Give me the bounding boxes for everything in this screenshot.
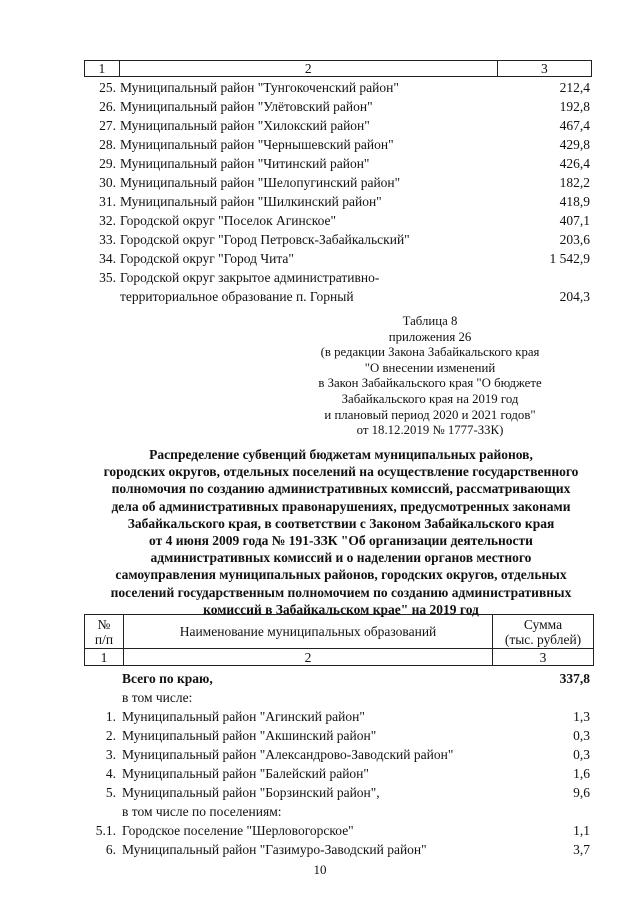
caption-line: Таблица 8 — [402, 314, 458, 328]
title-line: самоуправления муниципальных районов, городских округов, отдельных — [115, 567, 567, 583]
row-value: 0,3 — [573, 747, 590, 762]
row-number: 28. — [99, 137, 116, 152]
row-name: Городской округ "Город Чита" — [120, 251, 294, 266]
table-row — [84, 173, 590, 192]
row-value: 418,9 — [559, 194, 590, 209]
title-line: от 4 июня 2009 года № 191-ЗЗК "Об организации деятельности — [149, 533, 533, 549]
row-value: 1,1 — [573, 823, 590, 838]
row-value: 429,8 — [559, 137, 590, 152]
row-value: 204,3 — [559, 289, 590, 304]
total-row — [84, 669, 590, 688]
table-row — [84, 726, 590, 745]
row-number: 26. — [99, 99, 116, 114]
row-name: Муниципальный район "Шелопугинский район" — [120, 175, 401, 190]
subvention-table-header — [84, 614, 594, 666]
document-title — [96, 446, 586, 618]
row-name: Муниципальный район "Улётовский район" — [120, 99, 373, 114]
table-row — [84, 707, 590, 726]
table-row — [84, 78, 590, 97]
total-value: 337,8 — [559, 671, 590, 686]
row-name: Муниципальный район "Хилокский район" — [120, 118, 370, 133]
table-row-continued — [84, 287, 590, 306]
table-caption — [300, 314, 560, 439]
header-number-cell — [85, 615, 124, 649]
including-row — [84, 688, 590, 707]
row-name-line2: территориальное образование п. Горный — [120, 289, 354, 304]
including-settlements-row — [84, 802, 590, 821]
row-number: 27. — [99, 118, 116, 133]
title-line: поселений государственным полномочием по созданию административных — [110, 584, 572, 600]
table-row — [84, 764, 590, 783]
header-name-cell: Наименование муниципальных образований — [124, 615, 493, 649]
table-row — [84, 249, 590, 268]
row-number: 29. — [99, 156, 116, 171]
row-name: Муниципальный район "Шилкинский район" — [120, 194, 382, 209]
row-name: Городской округ "Поселок Агинское" — [120, 213, 337, 228]
caption-line: от 18.12.2019 № 1777-ЗЗК) — [356, 423, 504, 438]
caption-line: и плановый период 2020 и 2021 годов" — [324, 407, 536, 422]
row-number: 31. — [99, 194, 116, 209]
table-row — [84, 840, 590, 859]
row-number: 33. — [99, 232, 116, 247]
title-line: административных комиссий и о наделении органов местного — [150, 550, 532, 566]
caption-line: Забайкальского края на 2019 год — [341, 391, 519, 406]
caption-line: (в редакции Закона Забайкальского края — [320, 345, 540, 360]
row-name: Муниципальный район "Борзинский район", — [122, 785, 380, 800]
row-number: 30. — [99, 175, 116, 190]
including-settlements-label: в том числе по поселениям: — [122, 804, 282, 819]
header-col2: 2 — [124, 649, 493, 666]
row-name: Городской округ "Город Петровск-Забайкальский" — [120, 232, 410, 247]
header-number-line2: п/п — [94, 631, 114, 647]
top-header-col1: 1 — [85, 61, 120, 77]
header-sum-cell — [493, 615, 594, 649]
row-number: 5. — [105, 785, 116, 800]
header-sum-line2: (тыс. рублей) — [504, 631, 582, 647]
row-name: Муниципальный район "Газимуро-Заводский район" — [122, 842, 427, 857]
row-number: 34. — [99, 251, 116, 266]
row-value: 426,4 — [559, 156, 590, 171]
row-value: 1,6 — [573, 766, 590, 781]
row-name: Муниципальный район "Чернышевский район" — [120, 137, 394, 152]
header-col3: 3 — [493, 649, 594, 666]
row-value: 203,6 — [559, 232, 590, 247]
row-value: 182,2 — [559, 175, 590, 190]
row-number: 1. — [105, 709, 116, 724]
title-line: комиссий в Забайкальском крае" на 2019 год — [203, 601, 479, 617]
row-number: 6. — [105, 842, 116, 857]
row-value: 9,6 — [573, 785, 590, 800]
table-row — [84, 821, 590, 840]
table-row — [84, 97, 590, 116]
row-number: 3. — [105, 747, 116, 762]
table-row — [84, 154, 590, 173]
row-name: Муниципальный район "Балейский район" — [122, 766, 369, 781]
table-row — [84, 783, 590, 802]
row-name: Городское поселение "Шерловогорское" — [122, 823, 354, 838]
row-value: 1,3 — [573, 709, 590, 724]
table-row — [84, 211, 590, 230]
row-number: 2. — [105, 728, 116, 743]
title-line: полномочия по созданию административных комиссий, рассматривающих — [111, 481, 571, 497]
row-number: 35. — [99, 270, 116, 285]
title-line: дела об административных правонарушениях, предусмотренных законами — [111, 498, 571, 514]
row-number: 5.1. — [95, 823, 116, 838]
table-row — [84, 230, 590, 249]
title-line: городских округов, отдельных поселений на осуществление государственного — [103, 464, 579, 480]
top-table-header — [84, 60, 592, 77]
row-name: Муниципальный район "Агинский район" — [122, 709, 365, 724]
table-row — [84, 745, 590, 764]
header-sum-line1: Сумма — [523, 616, 563, 632]
table-row — [84, 268, 590, 287]
row-name: Муниципальный район "Александрово-Заводский район" — [122, 747, 454, 762]
row-value: 3,7 — [573, 842, 590, 857]
row-name-line1: Городской округ закрытое административно- — [120, 270, 380, 285]
page-number: 10 — [313, 862, 327, 877]
title-line: Распределение субвенций бюджетам муниципальных районов, — [149, 447, 533, 462]
table-row — [84, 192, 590, 211]
row-number: 4. — [105, 766, 116, 781]
row-name: Муниципальный район "Читинский район" — [120, 156, 370, 171]
caption-line: "О внесении изменений — [364, 360, 496, 375]
caption-line: в Закон Забайкальского края "О бюджете — [318, 376, 542, 391]
row-value: 0,3 — [573, 728, 590, 743]
row-name: Муниципальный район "Тунгокоченский район" — [120, 80, 399, 95]
top-header-col2: 2 — [119, 61, 497, 77]
row-value: 467,4 — [559, 118, 590, 133]
row-value: 1 542,9 — [549, 251, 590, 266]
total-label: Всего по краю, — [122, 671, 213, 686]
row-value: 407,1 — [559, 213, 590, 228]
header-number-line1: № — [97, 616, 111, 632]
table-row — [84, 135, 590, 154]
row-value: 192,8 — [559, 99, 590, 114]
row-number: 32. — [99, 213, 116, 228]
row-value: 212,4 — [559, 80, 590, 95]
header-col1: 1 — [85, 649, 124, 666]
top-header-col3: 3 — [497, 61, 591, 77]
title-line: Забайкальского края, в соответствии с Законом Забайкальского края — [127, 515, 555, 531]
including-label: в том числе: — [122, 690, 193, 705]
caption-line: приложения 26 — [388, 329, 472, 344]
row-name: Муниципальный район "Акшинский район" — [122, 728, 377, 743]
row-number: 25. — [99, 80, 116, 95]
table-row — [84, 116, 590, 135]
